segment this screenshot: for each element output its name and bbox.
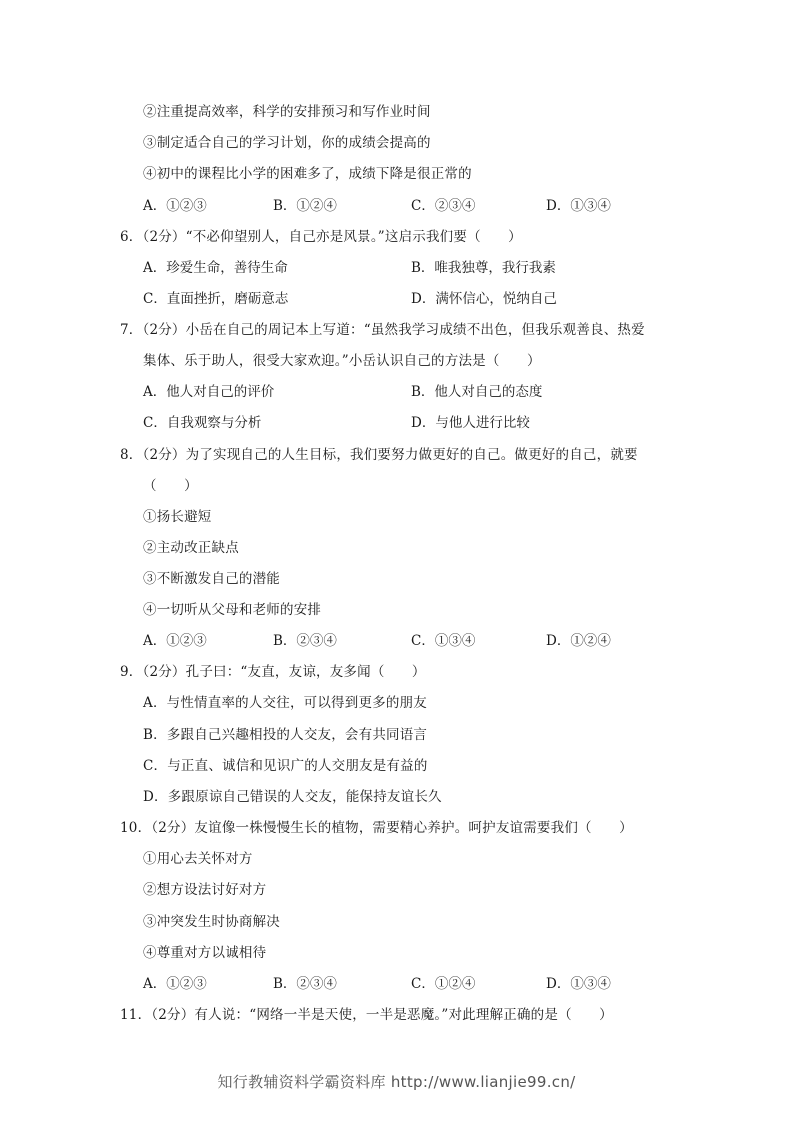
q8-item-2: ②主动改正缺点 [143, 540, 239, 556]
q8-item-4: ④一切听从父母和老师的安排 [143, 602, 322, 618]
q10-item-4: ④尊重对方以诚相待 [143, 945, 267, 961]
q8-option-a: A．①②③ [143, 633, 207, 649]
q10-option-c: C．①②④ [411, 976, 476, 992]
q5-option-c: C．②③④ [411, 198, 476, 214]
q10-option-a: A．①②③ [143, 976, 207, 992]
q10-option-b: B．②③④ [273, 976, 337, 992]
q8-option-c: C．①③④ [411, 633, 476, 649]
q8-item-1: ①扬长避短 [143, 509, 212, 525]
q6-option-a: A．珍爱生命，善待生命 [143, 260, 288, 276]
q5-option-d: D．①③④ [546, 198, 611, 214]
q10-item-2: ②想方设法讨好对方 [143, 882, 267, 898]
q8-item-3: ③不断激发自己的潜能 [143, 571, 280, 587]
q5-item-2: ②注重提高效率，科学的安排预习和写作业时间 [143, 104, 431, 120]
q5-option-b: B．①②④ [273, 198, 337, 214]
q6-option-c: C．直面挫折，磨砺意志 [143, 291, 289, 307]
q10-item-3: ③冲突发生时协商解决 [143, 914, 280, 930]
q5-option-a: A．①②③ [143, 198, 207, 214]
footer-watermark: 知行教辅资料学霸资料库 http://www.lianjie99.cn/ [217, 1073, 576, 1091]
q6-option-b: B．唯我独尊，我行我素 [411, 260, 556, 276]
q9-option-b: B．多跟自己兴趣相投的人交友，会有共同语言 [143, 727, 428, 743]
q9-option-a: A．与性情直率的人交往，可以得到更多的朋友 [143, 695, 427, 711]
q6-option-d: D．满怀信心，悦纳自己 [411, 291, 557, 307]
q9-option-c: C．与正直、诚信和见识广的人交朋友是有益的 [143, 758, 428, 774]
q9-stem: 9．（2分）孔子曰：“友直，友谅，友多闻（ ） [120, 664, 426, 680]
q5-item-3: ③制定适合自己的学习计划，你的成绩会提高的 [143, 135, 431, 151]
q9-option-d: D．多跟原谅自己错误的人交友，能保持友谊长久 [143, 789, 442, 805]
q10-stem: 10．（2分）友谊像一株慢慢生长的植物，需要精心养护。呵护友谊需要我们（ ） [120, 820, 633, 836]
q7-option-b: B．他人对自己的态度 [411, 384, 543, 400]
q7-stem-line2: 集体、乐于助人，很受大家欢迎。”小岳认识自己的方法是（ ） [143, 353, 541, 369]
q8-option-b: B．②③④ [273, 633, 337, 649]
q7-option-d: D．与他人进行比较 [411, 415, 530, 431]
q7-stem-line1: 7．（2分）小岳在自己的周记本上写道：“虽然我学习成绩不出色，但我乐观善良、热爱 [120, 322, 645, 338]
q10-option-d: D．①③④ [546, 976, 611, 992]
q5-item-4: ④初中的课程比小学的困难多了，成绩下降是很正常的 [143, 166, 472, 182]
q7-option-a: A．他人对自己的评价 [143, 384, 275, 400]
q10-item-1: ①用心去关怀对方 [143, 851, 253, 867]
q6-stem: 6．（2分）“不必仰望别人，自己亦是风景。”这启示我们要（ ） [120, 229, 522, 245]
q8-stem-line2: （ ） [143, 478, 198, 494]
q8-option-d: D．①②④ [546, 633, 611, 649]
q8-stem-line1: 8．（2分）为了实现自己的人生目标，我们要努力做更好的自己。做更好的自己，就要 [120, 447, 638, 463]
q7-option-c: C．自我观察与分析 [143, 415, 262, 431]
q11-stem: 11．（2分）有人说：“网络一半是天使，一半是恶魔。”对此理解正确的是（ ） [120, 1007, 613, 1023]
